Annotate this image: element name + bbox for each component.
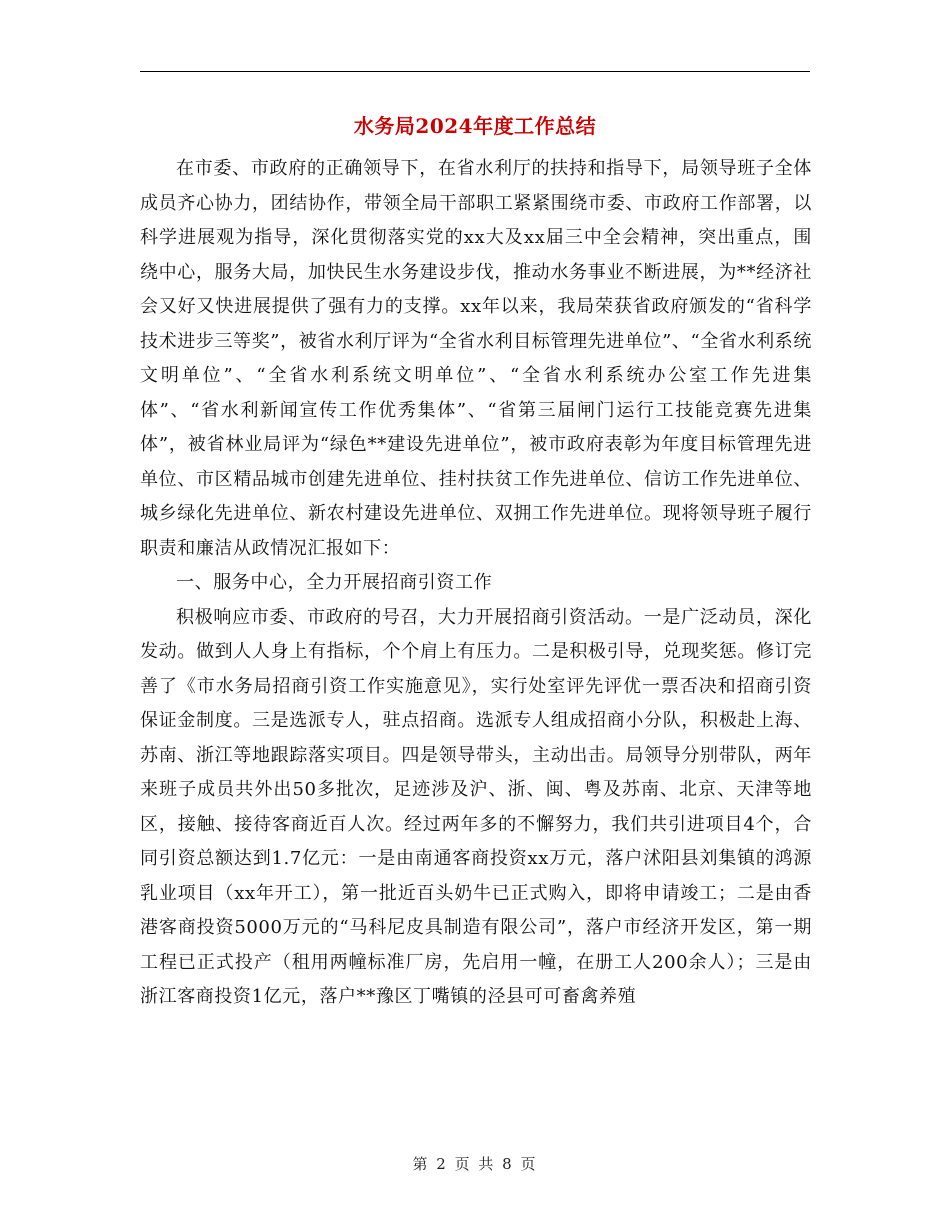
paragraph-investment: 积极响应市委、市政府的号召，大力开展招商引资活动。一是广泛动员，深化发动。做到人人身上有指标，个个肩上有压力。二是积极引导，兑现奖惩。修订完善了《市水务局招商引资工作实施意见》，实行处室评先评优一票否决和招商引资保证金制度。三是选派专人，驻点招商。选派专人组成招商小分队，积极赴上海、苏南、浙江等地跟踪落实项目。四是领导带头，主动出击。局领导分别带队，两年来班子成员共外出50多批次，足迹涉及沪、浙、闽、粤及苏南、北京、天津等地区，接触、接待客商近百人次。经过两年多的不懈努力，我们共引进项目4个，合同引资总额达到1.7亿元：一是由南通客商投资xx万元，落户沭阳县刘集镇的鸿源乳业项目（xx年开工），第一批近百头奶牛已正式购入，即将申请竣工；二是由香港客商投资5000万元的“马科尼皮具制造有限公司”，落户市经济开发区，第一期工程已正式投产（租用两幢标准厂房，先启用一幢，在册工人200余人）；三是由浙江客商投资1亿元，落户**豫区丁嘴镇的泾县可可畜禽养殖 — [140, 606, 812, 1007]
paragraph-intro: 在市委、市政府的正确领导下，在省水利厅的扶持和指导下，局领导班子全体成员齐心协力，团结协作，带领全局干部职工紧紧围绕市委、市政府工作部署，以科学进展观为指导，深化贯彻落实党的xx大及xx届三中全会精神，突出重点，围绕中心，服务大局，加快民生水务建设步伐，推动水务事业不断进展，为**经济社会又好又快进展提供了强有力的支撑。xx年以来，我局荣获省政府颁发的“省科学技术进步三等奖”，被省水利厅评为“全省水利目标管理先进单位”、“全省水利系统文明单位”、“全省水利系统文明单位”、“全省水利系统办公室工作先进集体”、“省水利新闻宣传工作优秀集体”、“省第三届闸门运行工技能竞赛先进集体”，被省林业局评为“绿色**建设先进单位”，被市政府表彰为年度目标管理先进单位、市区精品城市创建先进单位、挂村扶贫工作先进单位、信访工作先进单位、城乡绿化先进单位、新农村建设先进单位、双拥工作先进单位。现将领导班子履行职责和廉洁从政情况汇报如下： — [140, 158, 812, 559]
header-rule — [140, 71, 810, 72]
document-body — [140, 152, 812, 1015]
document-title: 水务局2024年度工作总结 — [353, 114, 597, 138]
section-heading: 一、服务中心，全力开展招商引资工作 — [176, 572, 493, 593]
page-number: 第 2 页 共 8 页 — [412, 1155, 538, 1173]
